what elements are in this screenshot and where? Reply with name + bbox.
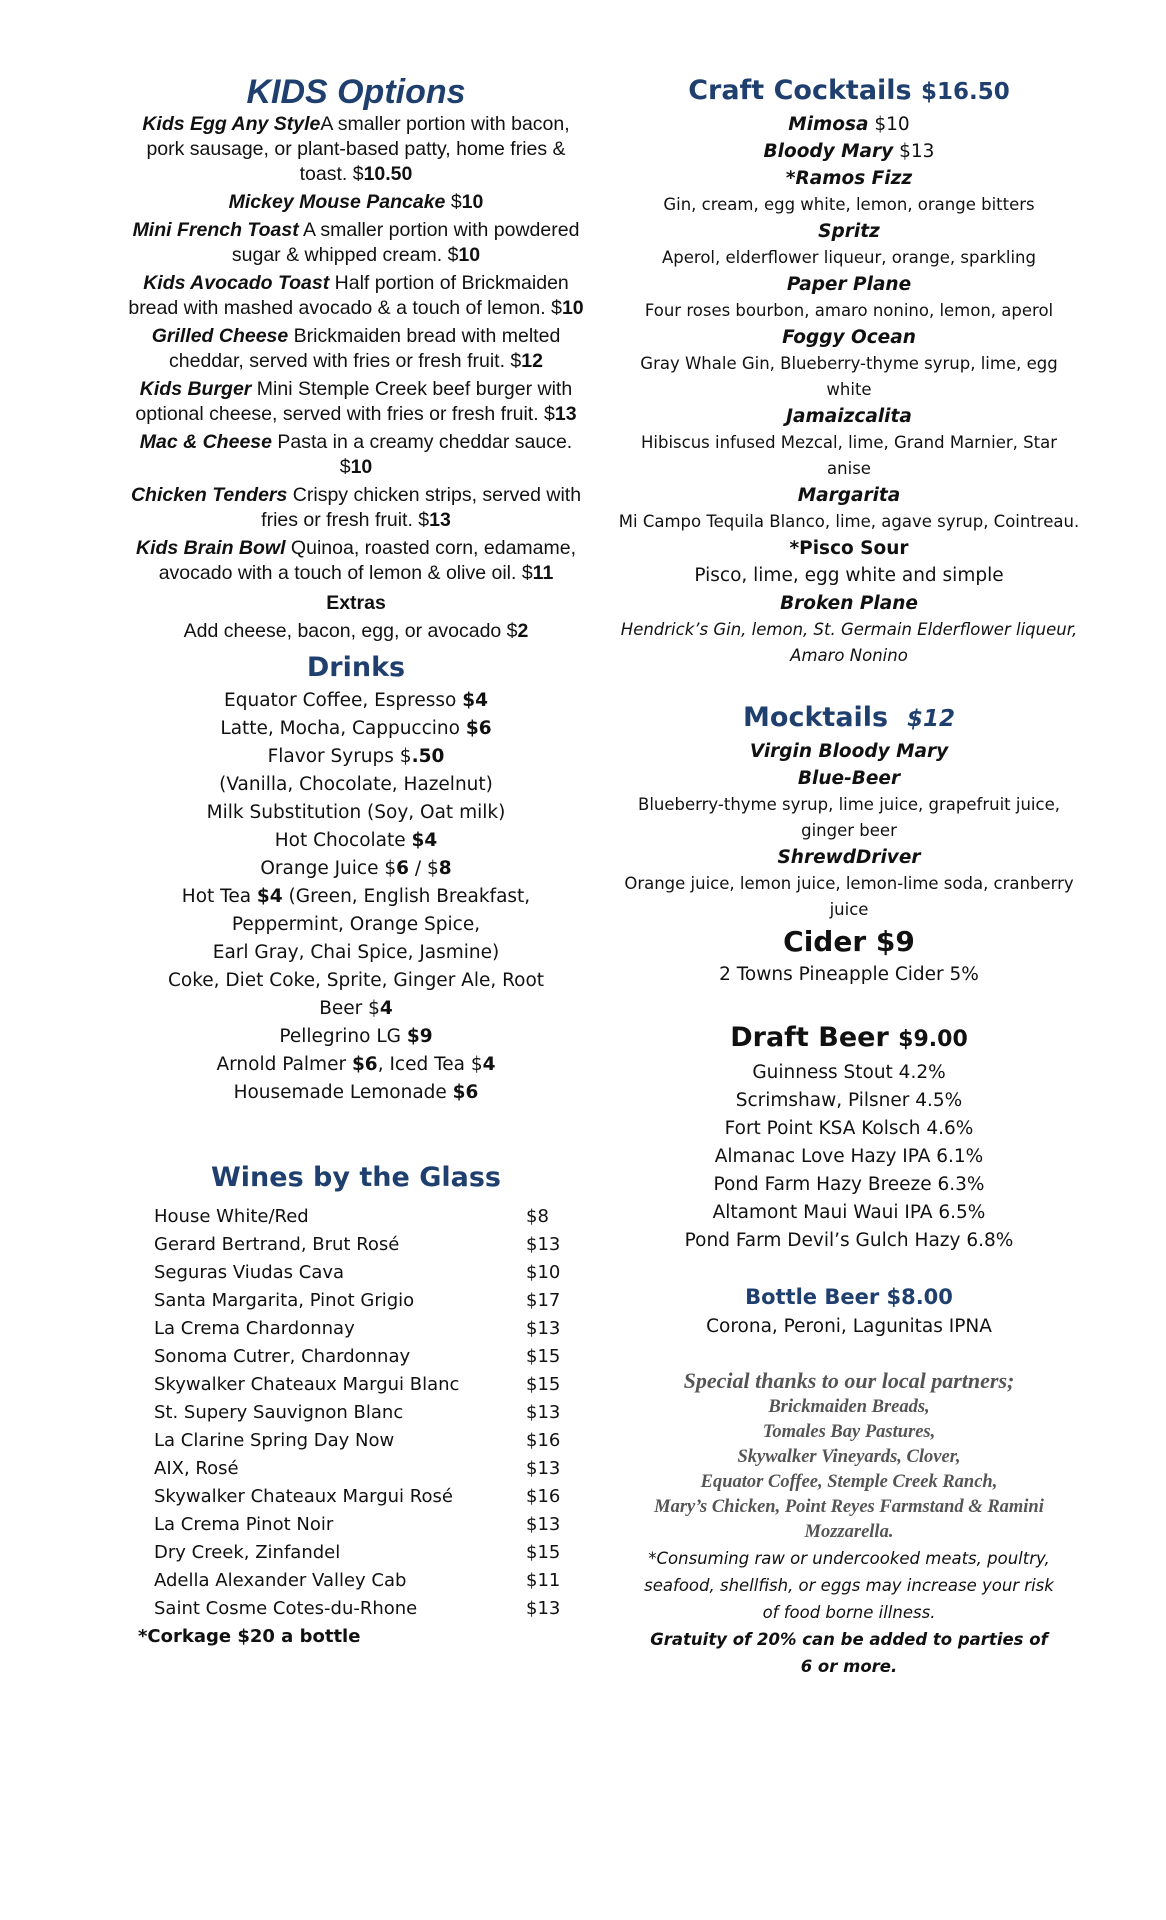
kids-item-description: A smaller portion with powdered sugar & whipped cream. $	[231, 219, 580, 266]
kids-item-name: Mini French Toast	[132, 219, 299, 241]
drink-line	[120, 855, 592, 883]
partner-line: Skywalker Vineyards, Clover,	[737, 1447, 961, 1467]
wine-name: St. Supery Sauvignon Blanc	[154, 1402, 404, 1423]
wine-name: Saint Cosme Cotes-du-Rhone	[154, 1598, 418, 1619]
mocktail-description: Blueberry-thyme syrup, lime juice, grapefruit juice, ginger beer	[638, 795, 1060, 840]
cocktail-name	[614, 111, 1084, 138]
drink-text: Housemade Lemonade	[233, 1082, 453, 1103]
drink-text: Hot Chocolate	[274, 830, 412, 851]
wine-name: House White/Red	[154, 1206, 309, 1227]
wine-price: $13	[526, 1318, 561, 1339]
wine-row	[154, 1315, 574, 1343]
drink-text-extra: (Green, English Breakfast,	[282, 886, 531, 907]
wines-table	[154, 1203, 574, 1623]
wine-row	[154, 1427, 574, 1455]
wine-name: AIX, Rosé	[154, 1458, 239, 1479]
cocktail-price: $13	[893, 141, 935, 162]
cocktail-name	[614, 165, 1084, 192]
partner-line: Tomales Bay Pastures,	[762, 1422, 936, 1442]
wine-price: $16	[526, 1430, 561, 1451]
wine-price: $16	[526, 1486, 561, 1507]
cocktail-description: Four roses bourbon, amaro nonino, lemon, aperol	[644, 301, 1054, 320]
wine-row	[154, 1287, 574, 1315]
mocktail-name: Blue-Beer	[797, 768, 901, 789]
wine-price: $8	[526, 1206, 549, 1227]
bottle-beer-items: Corona, Peroni, Lagunitas IPNA	[706, 1316, 992, 1337]
wine-price: $13	[526, 1598, 561, 1619]
kids-item-name: Mickey Mouse Pancake	[228, 191, 446, 213]
drink-text: (Vanilla, Chocolate, Hazelnut)	[219, 774, 493, 795]
drink-line	[120, 1051, 592, 1079]
mocktails-price: $12	[906, 706, 955, 732]
drink-price-extra: 4	[482, 1054, 496, 1075]
drink-line	[120, 967, 592, 995]
cocktail-name	[614, 590, 1084, 617]
wine-price: $15	[526, 1542, 561, 1563]
wine-price: $10	[526, 1262, 561, 1283]
cocktail-name-text: Jamaizcalita	[786, 406, 912, 427]
wine-name: Gerard Bertrand, Brut Rosé	[154, 1234, 400, 1255]
kids-menu-item	[126, 271, 586, 321]
cocktail-description: Gray Whale Gin, Blueberry-thyme syrup, lime, egg white	[640, 354, 1058, 399]
cocktail-name-text: Foggy Ocean	[782, 327, 916, 348]
drink-text: Hot Tea	[181, 886, 257, 907]
gratuity-note: Gratuity of 20% can be added to parties of 6 or more.	[650, 1630, 1048, 1676]
corkage-note: *Corkage $20 a bottle	[138, 1626, 361, 1647]
wines-title: Wines by the Glass	[211, 1162, 501, 1193]
mocktail-name: Virgin Bloody Mary	[749, 741, 949, 762]
cocktail-name	[614, 482, 1084, 509]
partner-line: Mary’s Chicken, Point Reyes Farmstand & Ramini Mozzarella.	[654, 1497, 1044, 1542]
mocktail-description: Orange juice, lemon juice, lemon-lime soda, cranberry juice	[624, 874, 1074, 919]
wine-name: Dry Creek, Zinfandel	[154, 1542, 341, 1563]
drink-line	[120, 771, 592, 799]
kids-item-price: 11	[532, 562, 554, 584]
mocktails-title: Mocktails $12	[743, 702, 955, 733]
drink-price: $6	[351, 1054, 378, 1075]
drink-price: 4	[379, 998, 393, 1019]
cocktail-price: $10	[868, 114, 910, 135]
wine-price: $13	[526, 1458, 561, 1479]
drink-price: $6	[465, 718, 492, 739]
kids-item-price: 10	[350, 456, 373, 478]
wine-row	[154, 1203, 574, 1231]
kids-item-description: Pasta in a creamy cheddar sauce. $	[271, 431, 573, 478]
draft-beer-item: Pond Farm Hazy Breeze 6.3%	[713, 1174, 985, 1195]
draft-beer-item: Pond Farm Devil’s Gulch Hazy 6.8%	[684, 1230, 1014, 1251]
drink-line	[120, 687, 592, 715]
draft-beer-price: $9.00	[898, 1027, 968, 1052]
wine-name: Skywalker Chateaux Margui Rosé	[154, 1486, 453, 1507]
kids-item-description: Crispy chicken strips, served with fries or fresh fruit. $	[261, 484, 582, 531]
wine-name: La Crema Chardonnay	[154, 1318, 355, 1339]
mocktails-list	[614, 738, 1084, 923]
cocktail-name	[614, 271, 1084, 298]
draft-beer-item: Scrimshaw, Pilsner 4.5%	[735, 1090, 963, 1111]
drink-line	[120, 715, 592, 743]
cocktail-description: Gin, cream, egg white, lemon, orange bitters	[663, 195, 1035, 214]
kids-item-name: Kids Burger	[139, 378, 252, 400]
wine-name: Santa Margarita, Pinot Grigio	[154, 1290, 415, 1311]
kids-item-name: Mac & Cheese	[139, 431, 272, 453]
drink-price: $4	[411, 830, 438, 851]
kids-item-name: Kids Egg Any Style	[142, 113, 321, 135]
wine-row	[154, 1539, 574, 1567]
cocktail-name-text: Margarita	[797, 485, 901, 506]
cocktail-name	[614, 403, 1084, 430]
drink-text: Pellegrino LG	[279, 1026, 407, 1047]
drink-price: .50	[411, 746, 445, 767]
cider-title: Cider $9	[783, 925, 915, 958]
wine-name: Adella Alexander Valley Cab	[154, 1570, 407, 1591]
kids-item-description: Half portion of Brickmaiden bread with mashed avocado & a touch of lemon. $	[128, 272, 569, 319]
drink-line	[120, 939, 592, 967]
wine-row	[154, 1399, 574, 1427]
cocktail-name-text: Spritz	[818, 221, 880, 242]
wine-price: $15	[526, 1346, 561, 1367]
kids-item-description: Mini Stemple Creek beef burger with optional cheese, served with fries or fresh fruit. $	[135, 378, 573, 425]
left-column	[120, 72, 592, 1651]
drink-text: Latte, Mocha, Cappuccino	[220, 718, 466, 739]
wine-price: $13	[526, 1402, 561, 1423]
partners-list	[614, 1395, 1084, 1545]
drink-text: Coke, Diet Coke, Sprite, Ginger Ale, Root	[167, 970, 545, 991]
wine-row	[154, 1259, 574, 1287]
drink-text: Equator Coffee, Espresso	[224, 690, 463, 711]
cocktail-name-text: Paper Plane	[786, 274, 912, 295]
kids-item-price: 10	[458, 244, 481, 266]
wine-row	[154, 1371, 574, 1399]
wine-row	[154, 1511, 574, 1539]
drink-line	[120, 1023, 592, 1051]
wine-row	[154, 1343, 574, 1371]
drink-line	[120, 827, 592, 855]
kids-item-price: 10.50	[363, 163, 413, 185]
wine-price: $13	[526, 1234, 561, 1255]
drink-line	[120, 799, 592, 827]
kids-item-description: $	[445, 191, 462, 213]
wine-price: $11	[526, 1570, 561, 1591]
mocktail-name: ShrewdDriver	[777, 847, 921, 868]
drink-text: Arnold Palmer	[216, 1054, 352, 1075]
kids-item-description: Quinoa, roasted corn, edamame, avocado with a touch of lemon & olive oil. $	[158, 537, 577, 584]
partner-line: Equator Coffee, Stemple Creek Ranch,	[700, 1472, 998, 1492]
kids-menu-item	[126, 483, 586, 533]
kids-item-price: 12	[521, 350, 543, 372]
kids-menu-item	[126, 112, 586, 187]
drink-line	[120, 883, 592, 911]
drink-text: Beer $	[319, 998, 380, 1019]
cocktail-name	[614, 218, 1084, 245]
drink-price: $4	[462, 690, 488, 711]
cocktails-title: Craft Cocktails $16.50	[688, 75, 1010, 106]
drink-text: Flavor Syrups $	[267, 746, 412, 767]
kids-menu-item	[126, 324, 586, 374]
drink-text: Peppermint, Orange Spice,	[231, 914, 481, 935]
drink-line	[120, 743, 592, 771]
kids-item-price: 13	[429, 509, 451, 531]
drink-price: $4	[256, 886, 283, 907]
drinks-title: Drinks	[306, 652, 406, 683]
wine-row	[154, 1595, 574, 1623]
cider-item: 2 Towns Pineapple Cider 5%	[719, 964, 979, 985]
cocktail-description: Hendrick’s Gin, lemon, St. Germain Elderflower liqueur, Amaro Nonino	[620, 620, 1078, 665]
kids-title: KIDS Options	[246, 73, 466, 111]
cocktail-description: Mi Campo Tequila Blanco, lime, agave syrup, Cointreau.	[618, 512, 1080, 531]
drink-line	[120, 1079, 592, 1107]
wine-row	[154, 1483, 574, 1511]
drink-text-extra: , Iced Tea $	[377, 1054, 483, 1075]
kids-item-price: 13	[554, 403, 577, 425]
drink-text: Milk Substitution (Soy, Oat milk)	[206, 802, 506, 823]
drink-line	[120, 911, 592, 939]
drink-price: $6	[452, 1082, 479, 1103]
draft-beer-item: Fort Point KSA Kolsch 4.6%	[724, 1118, 974, 1139]
partner-line: Brickmaiden Breads,	[768, 1397, 930, 1417]
drinks-list	[120, 687, 592, 1107]
kids-item-name: Chicken Tenders	[130, 484, 288, 506]
draft-beer-title: Draft Beer $9.00	[730, 1022, 968, 1053]
draft-beer-list	[614, 1059, 1084, 1255]
wine-name: La Crema Pinot Noir	[154, 1514, 334, 1535]
wine-price: $13	[526, 1514, 561, 1535]
drink-text: Earl Gray, Chai Spice, Jasmine)	[212, 942, 500, 963]
extras-text: Add cheese, bacon, egg, or avocado $2	[183, 620, 529, 642]
kids-menu-item	[126, 377, 586, 427]
drink-price-extra: 8	[438, 858, 452, 879]
cocktail-name	[614, 324, 1084, 351]
kids-item-description: Brickmaiden bread with melted cheddar, served with fries or fresh fruit. $	[169, 325, 561, 372]
right-column	[614, 72, 1084, 1680]
extras-heading: Extras	[326, 592, 386, 614]
food-warning: *Consuming raw or undercooked meats, poultry, seafood, shellfish, or eggs may increase your risk of food borne illness.	[644, 1549, 1054, 1622]
drink-price: 6	[396, 858, 409, 879]
kids-item-name: Grilled Cheese	[151, 325, 289, 347]
kids-item-price: 10	[461, 191, 484, 213]
kids-menu-item	[126, 218, 586, 268]
cocktail-name	[614, 535, 1084, 562]
cocktail-name-text: Bloody Mary	[763, 141, 894, 162]
cocktail-name	[614, 138, 1084, 165]
kids-item-name: Kids Avocado Toast	[143, 272, 330, 294]
cocktail-description: Pisco, lime, egg white and simple	[694, 565, 1004, 586]
cocktails-list	[614, 111, 1084, 669]
kids-item-name: Kids Brain Bowl	[135, 537, 286, 559]
wine-row	[154, 1455, 574, 1483]
drink-text: Orange Juice $	[260, 858, 397, 879]
partners-title: Special thanks to our local partners;	[683, 1368, 1015, 1393]
cocktails-price: $16.50	[921, 79, 1010, 105]
draft-beer-item: Almanac Love Hazy IPA 6.1%	[714, 1146, 984, 1167]
cocktail-description: Hibiscus infused Mezcal, lime, Grand Marnier, Star anise	[641, 433, 1057, 478]
kids-menu-item	[126, 536, 586, 586]
drink-line	[120, 995, 592, 1023]
cocktail-name-text: *Ramos Fizz	[785, 168, 913, 189]
drink-price: $9	[406, 1026, 433, 1047]
kids-item-price: 10	[561, 297, 584, 319]
cocktail-name-text: *Pisco Sour	[789, 538, 909, 559]
drink-text-extra: / $	[409, 858, 439, 879]
wine-name: Skywalker Chateaux Margui Blanc	[154, 1374, 460, 1395]
bottle-beer-title: Bottle Beer $8.00	[745, 1285, 953, 1309]
kids-item-description: A smaller portion with bacon, pork sausage, or plant-based patty, home fries & toast. $	[146, 113, 570, 185]
draft-beer-item: Guinness Stout 4.2%	[752, 1062, 946, 1083]
draft-beer-item: Altamont Maui Waui IPA 6.5%	[712, 1202, 986, 1223]
cocktail-name-text: Broken Plane	[780, 593, 918, 614]
kids-list	[120, 112, 592, 586]
cocktail-name-text: Mimosa	[788, 114, 869, 135]
wine-name: Sonoma Cutrer, Chardonnay	[154, 1346, 411, 1367]
kids-menu-item	[126, 430, 586, 480]
wine-row	[154, 1231, 574, 1259]
wine-name: La Clarine Spring Day Now	[154, 1430, 395, 1451]
wine-price: $15	[526, 1374, 561, 1395]
kids-menu-item	[126, 190, 586, 215]
cocktail-description: Aperol, elderflower liqueur, orange, sparkling	[662, 248, 1036, 267]
wine-row	[154, 1567, 574, 1595]
wine-name: Seguras Viudas Cava	[154, 1262, 345, 1283]
wine-price: $17	[526, 1290, 561, 1311]
